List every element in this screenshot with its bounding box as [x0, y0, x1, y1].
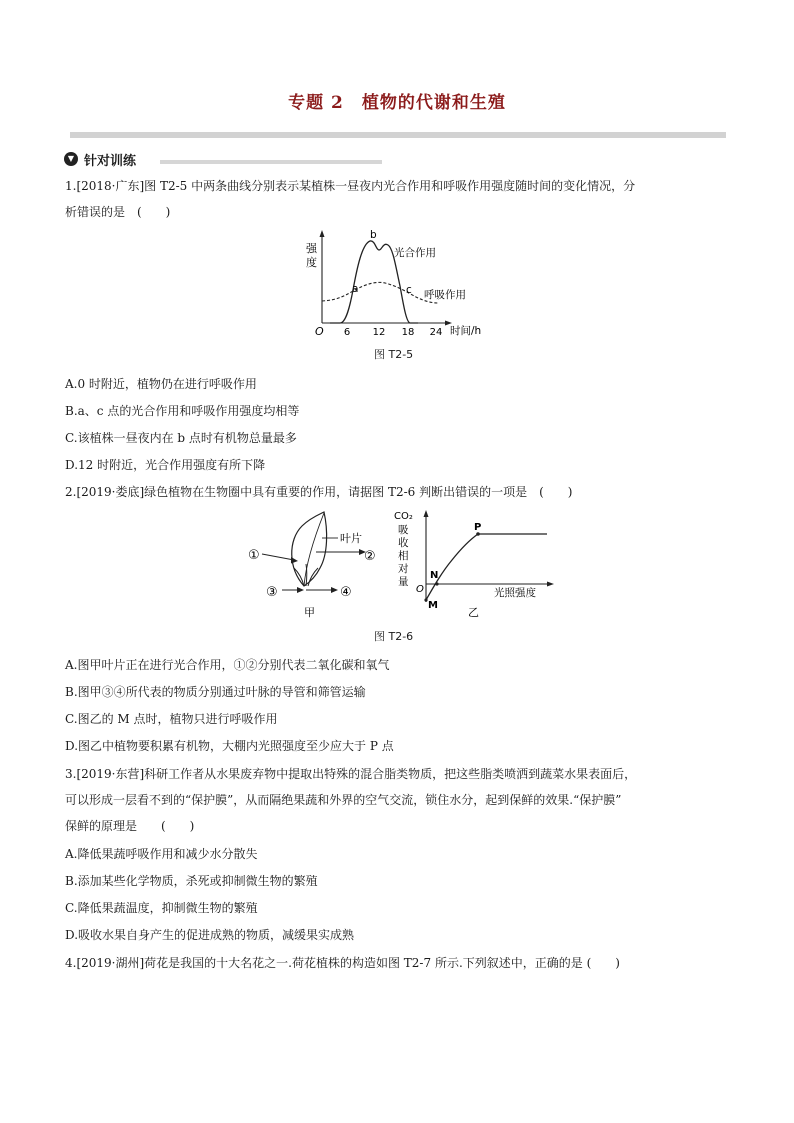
- q3-stem-line1: 3.[2019·东营]科研工作者从水果废弃物中提取出特殊的混合脂类物质，把这些脂类喷洒到蔬菜水果表面后，: [65, 767, 637, 781]
- jia-caption: 甲: [304, 606, 315, 619]
- q1-option-a[interactable]: A.0 时附近，植物仍在进行呼吸作用: [65, 377, 257, 391]
- q2-point-n: N: [430, 570, 439, 581]
- marker-4: ④: [340, 585, 352, 600]
- marker-3: ③: [266, 585, 278, 600]
- arrow-1: [262, 554, 294, 560]
- q3-option-d[interactable]: D.吸收水果自身产生的促进成熟的物质，减缓果实成熟: [65, 928, 355, 942]
- q1-xtick-18: 18: [401, 327, 415, 338]
- q2-origin: O: [416, 584, 424, 595]
- section-header: [64, 150, 136, 168]
- q2-point-n-dot: [435, 582, 438, 585]
- q3-option-c[interactable]: C.降低果蔬温度，抑制微生物的繁殖: [65, 901, 258, 915]
- q2-point-p: P: [474, 522, 482, 533]
- q2-stem-line1: 2.[2019·娄底]绿色植物在生物圈中具有重要的作用，请据图 T2-6 判断出错误的一项是 ( ): [65, 485, 573, 499]
- page-title: 专题 2 植物的代谢和生殖: [288, 93, 506, 113]
- leaf-stem-2: [306, 564, 307, 586]
- q2-ylabel-c4: 对: [398, 563, 409, 575]
- q2-option-c[interactable]: C.图乙的 M 点时，植物只进行呼吸作用: [65, 712, 278, 726]
- q2-ylabel-c1: 吸: [398, 524, 409, 536]
- q4-stem-line1: 4.[2019·湖州]荷花是我国的十大名花之一.荷花植株的构造如图 T2-7 所示.下列叙述中，正确的是 ( ): [65, 956, 620, 970]
- figure-t2-5: [300, 228, 500, 340]
- arrow-3-head: [297, 587, 304, 593]
- q2-xlabel: 光照强度: [494, 587, 536, 599]
- figure-t2-6-jia: [244, 508, 390, 620]
- q2-x-arrow: [547, 582, 554, 587]
- q1-point-a: a: [352, 283, 359, 295]
- q1-xlabel: 时间/h: [450, 325, 482, 337]
- q1-xtick-6: 6: [343, 327, 351, 338]
- q2-point-m: M: [428, 600, 438, 611]
- yi-caption: 乙: [468, 606, 479, 619]
- q1-xtick-12: 12: [372, 327, 386, 338]
- leaf-label: 叶片: [340, 532, 362, 545]
- q2-y-arrow: [424, 510, 429, 517]
- q1-option-b[interactable]: B.a、c 点的光合作用和呼吸作用强度均相等: [65, 404, 300, 418]
- figure-t2-6-yi: [392, 508, 562, 620]
- q3-stem-line2: 可以形成一层看不到的“保护膜”，从而隔绝果蔬和外界的空气交流，锁住水分，起到保鲜的效果.“保护膜”: [65, 793, 622, 807]
- q1-figure-caption: 图 T2-5: [374, 348, 414, 361]
- q2-option-b[interactable]: B.图甲③④所代表的物质分别通过叶脉的导管和筛管运输: [65, 685, 366, 699]
- q2-ylabel-c5: 量: [398, 576, 409, 588]
- title-divider: [70, 132, 726, 138]
- q2-ylabel-c3: 相: [398, 550, 409, 562]
- leaf-stem-3: [308, 568, 318, 586]
- q1-resp-label: 呼吸作用: [424, 289, 466, 301]
- q3-option-b[interactable]: B.添加某些化学物质，杀死或抑制微生物的繁殖: [65, 874, 318, 888]
- q1-option-c[interactable]: C.该植株一昼夜内在 b 点时有机物总量最多: [65, 431, 297, 445]
- leaf-outline: [292, 512, 327, 586]
- arrow-4-head: [331, 587, 338, 593]
- marker-2: ②: [364, 549, 376, 564]
- q1-point-b: b: [370, 229, 377, 241]
- q1-stem-line2: 析错误的是 ( ): [65, 205, 171, 219]
- q2-figure-caption: 图 T2-6: [374, 630, 414, 643]
- q3-option-a[interactable]: A.降低果蔬呼吸作用和减少水分散失: [65, 847, 258, 861]
- q1-respiration-curve: [322, 282, 438, 303]
- q1-origin: O: [315, 325, 324, 338]
- q1-option-d[interactable]: D.12 时附近，光合作用强度有所下降: [65, 458, 266, 472]
- section-label: 针对训练: [84, 153, 137, 169]
- q1-stem-line1: 1.[2018·广东]图 T2-5 中两条曲线分别表示某植株一昼夜内光合作用和呼吸作用强度随时间的变化情况，分: [65, 179, 636, 193]
- marker-1: ①: [248, 548, 260, 563]
- q1-ylabel-1: 强: [306, 242, 317, 255]
- q2-option-a[interactable]: A.图甲叶片正在进行光合作用，①②分别代表二氧化碳和氧气: [65, 658, 390, 672]
- q1-xtick-24: 24: [429, 327, 443, 338]
- triangle-down-icon: ▼: [64, 152, 78, 166]
- q3-stem-line3: 保鲜的原理是 ( ): [65, 819, 195, 833]
- q1-point-c: c: [406, 284, 412, 296]
- q2-ylabel-co2: CO₂: [394, 511, 413, 522]
- q1-ylabel-2: 度: [306, 256, 317, 269]
- section-divider: [160, 160, 382, 164]
- q1-photo-label: 光合作用: [394, 247, 436, 259]
- q1-y-arrow: [320, 230, 325, 237]
- arrow-1-head: [291, 557, 298, 564]
- q2-option-d[interactable]: D.图乙中植物要积累有机物，大棚内光照强度至少应大于 P 点: [65, 739, 394, 753]
- q2-ylabel-c2: 收: [398, 537, 409, 549]
